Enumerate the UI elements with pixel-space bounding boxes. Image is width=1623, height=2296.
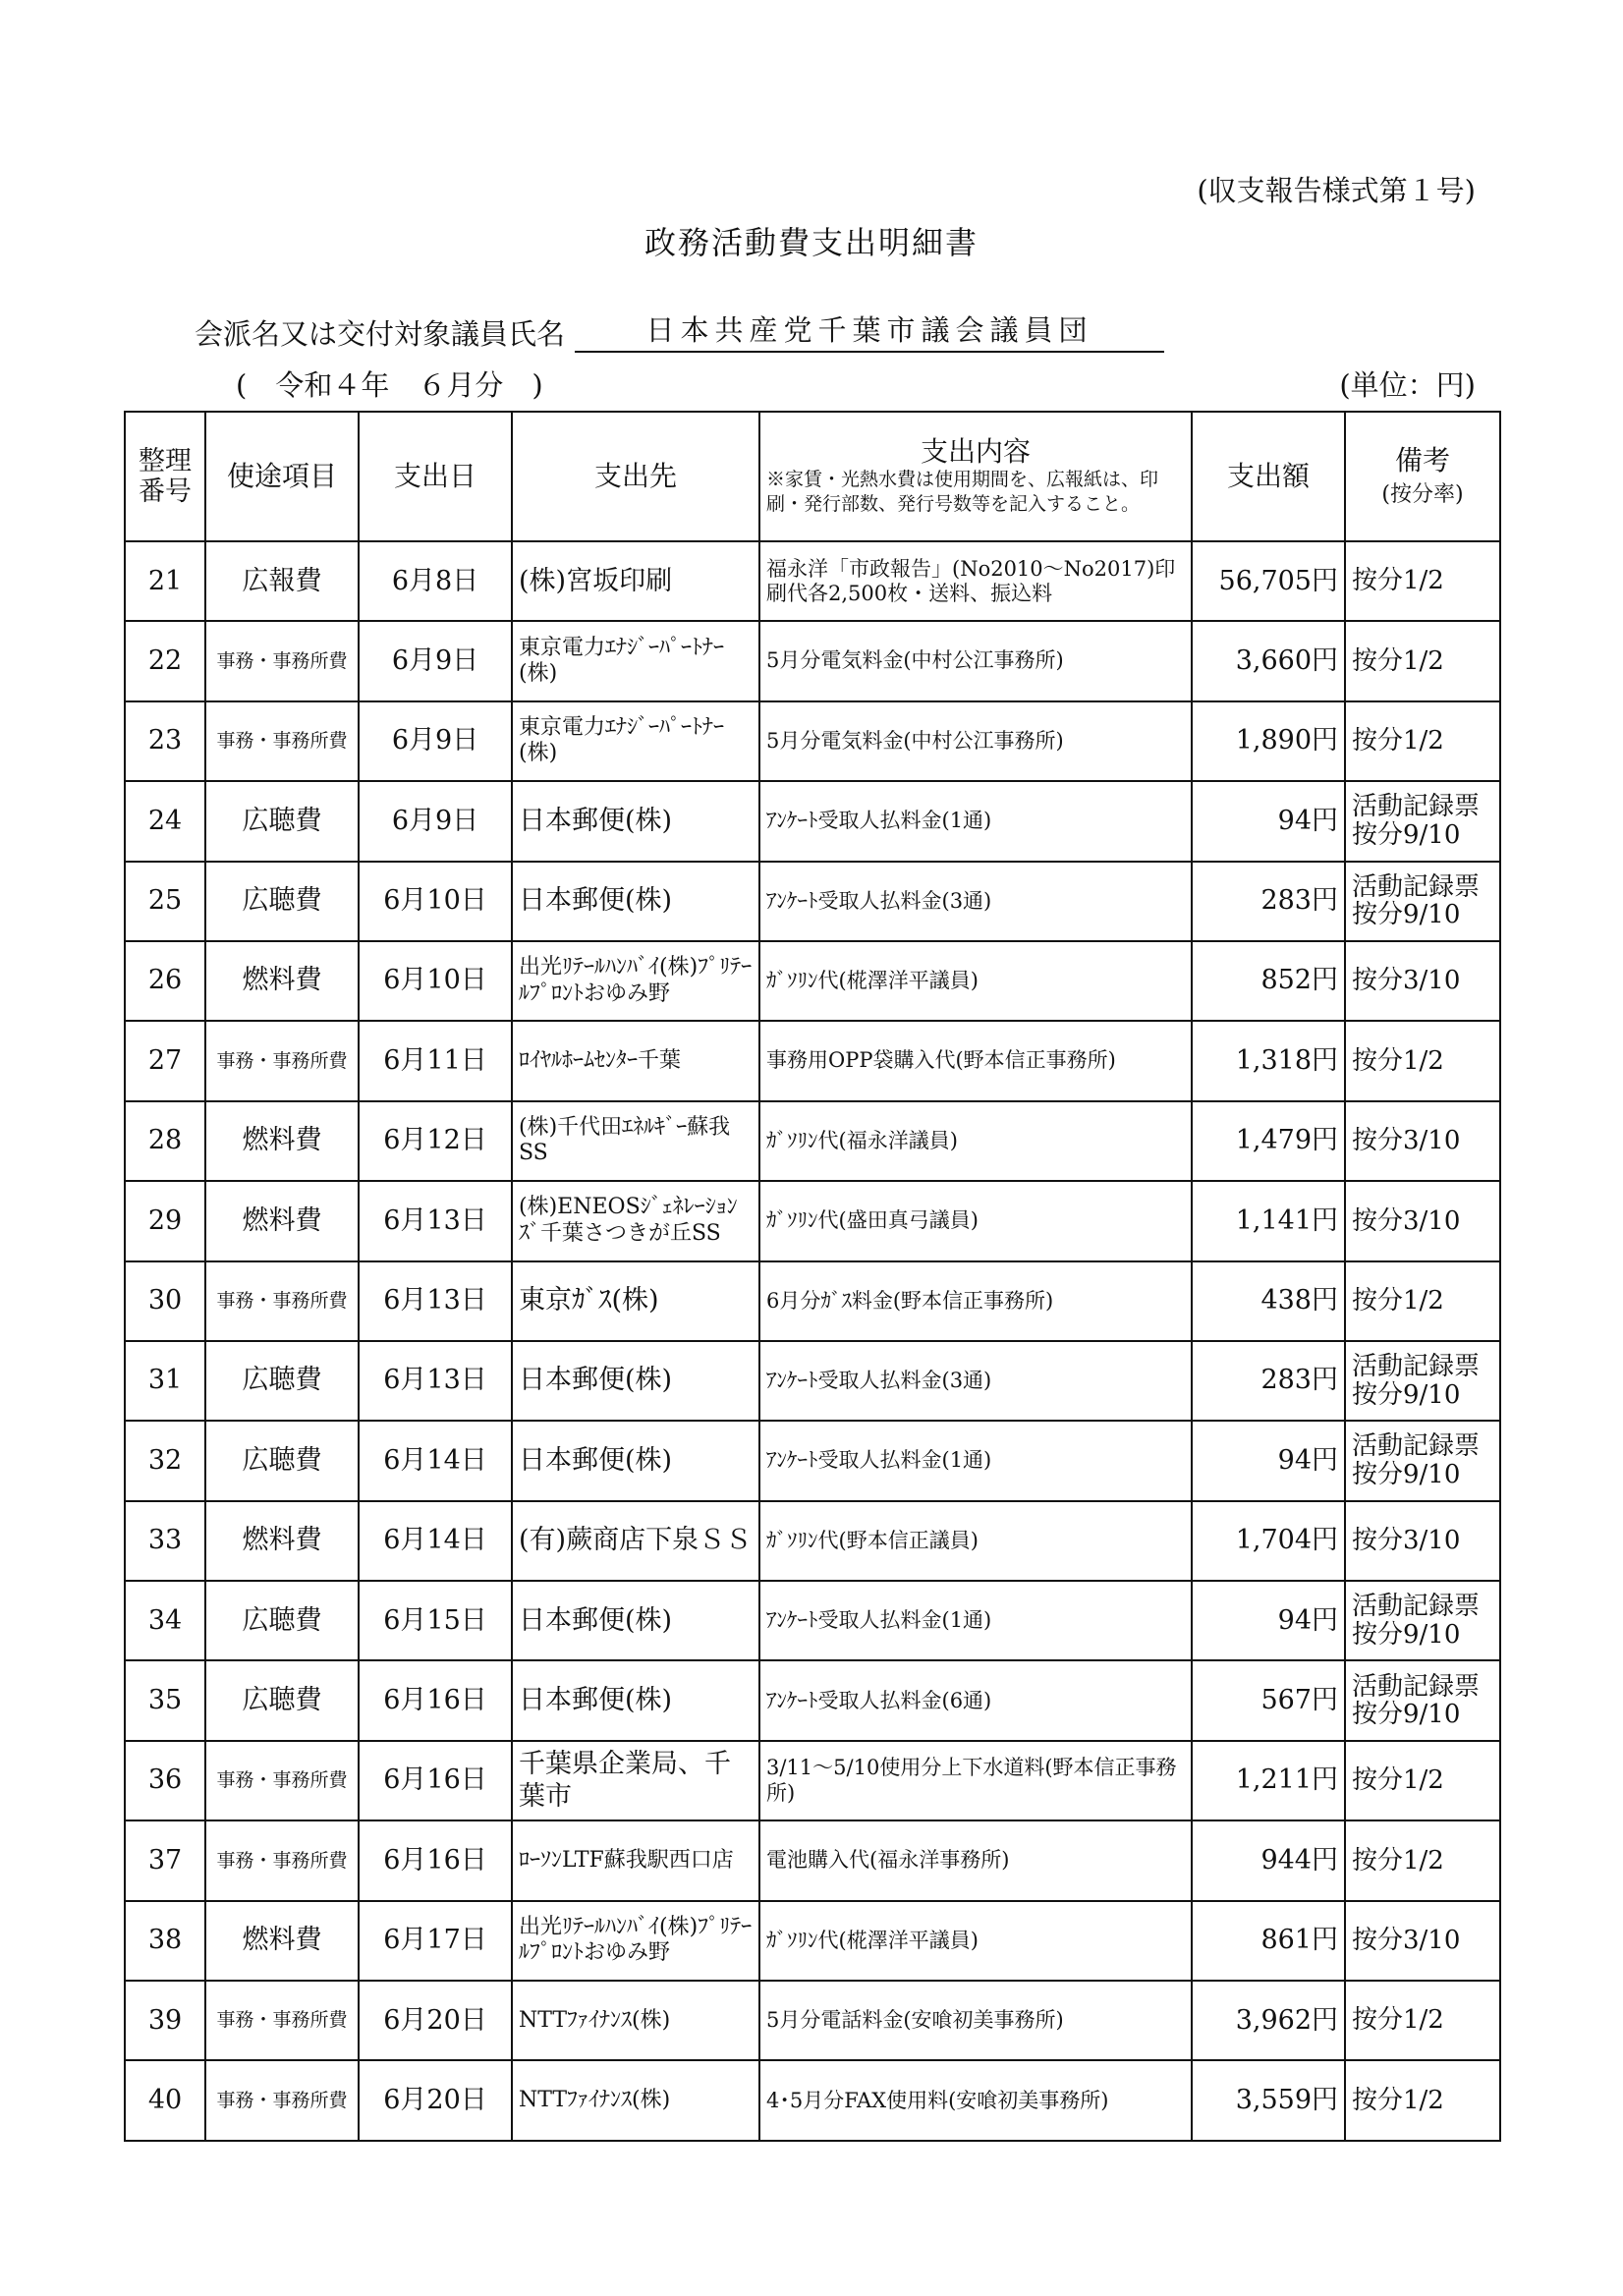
row-amount: 3,660円: [1192, 621, 1345, 700]
row-amount: 3,962円: [1192, 1981, 1345, 2060]
table-row: [125, 1981, 1500, 2060]
row-date: 6月16日: [359, 1660, 512, 1740]
row-amount: 94円: [1192, 1581, 1345, 1660]
table-row: [125, 701, 1500, 781]
row-date: 6月15日: [359, 1581, 512, 1660]
row-detail: ｱﾝｹｰﾄ受取人払料金(3通): [759, 1341, 1192, 1421]
row-note: 活動記録票按分9/10: [1345, 781, 1500, 861]
row-payee: (有)蕨商店下泉ＳＳ: [512, 1501, 759, 1581]
row-category: 事務・事務所費: [205, 701, 359, 781]
row-category: 広聴費: [205, 781, 359, 861]
table-row: [125, 621, 1500, 700]
member-name: 日本共産党千葉市議会議員団: [575, 308, 1164, 353]
row-note: 按分3/10: [1345, 941, 1500, 1021]
row-amount: 1,141円: [1192, 1181, 1345, 1260]
row-category: 広聴費: [205, 862, 359, 941]
row-date: 6月8日: [359, 541, 512, 621]
row-detail: 5月分電気料金(中村公江事務所): [759, 621, 1192, 700]
table-row: [125, 1421, 1500, 1500]
row-no: 31: [125, 1341, 205, 1421]
row-note: 按分1/2: [1345, 1820, 1500, 1900]
row-amount: 1,479円: [1192, 1101, 1345, 1181]
row-category: 事務・事務所費: [205, 1741, 359, 1820]
row-date: 6月13日: [359, 1341, 512, 1421]
row-amount: 94円: [1192, 1421, 1345, 1500]
row-category: 燃料費: [205, 1501, 359, 1581]
row-amount: 1,318円: [1192, 1021, 1345, 1100]
row-amount: 1,211円: [1192, 1741, 1345, 1820]
row-note: 按分1/2: [1345, 1981, 1500, 2060]
row-payee: ﾛｰｿﾝLTF蘇我駅西口店: [512, 1820, 759, 1900]
row-amount: 56,705円: [1192, 541, 1345, 621]
header-detail: [759, 412, 1192, 541]
row-date: 6月13日: [359, 1181, 512, 1260]
row-detail: ｶﾞｿﾘﾝ代(福永洋議員): [759, 1101, 1192, 1181]
row-note: 按分3/10: [1345, 1181, 1500, 1260]
row-amount: 944円: [1192, 1820, 1345, 1900]
row-category: 燃料費: [205, 1101, 359, 1181]
row-no: 33: [125, 1501, 205, 1581]
header-detail-label: 支出内容: [920, 435, 1031, 469]
table-row: [125, 1820, 1500, 1900]
row-no: 26: [125, 941, 205, 1021]
row-detail: 4･5月分FAX使用料(安喰初美事務所): [759, 2060, 1192, 2140]
row-amount: 567円: [1192, 1660, 1345, 1740]
row-amount: 94円: [1192, 781, 1345, 861]
header-detail-note: ※家賃・光熱水費は使用期間を、広報紙は、印刷・発行部数、発行号数等を記入すること。: [766, 469, 1159, 516]
row-payee: 日本郵便(株): [512, 862, 759, 941]
row-payee: NTTﾌｧｲﾅﾝｽ(株): [512, 1981, 759, 2060]
row-category: 広報費: [205, 541, 359, 621]
row-note: 按分1/2: [1345, 701, 1500, 781]
table-row: [125, 541, 1500, 621]
header-category: 使途項目: [205, 412, 359, 541]
row-category: 事務・事務所費: [205, 621, 359, 700]
member-label: 会派名又は交付対象議員氏名: [195, 317, 566, 351]
unit-label: (単位：円): [1339, 368, 1476, 402]
row-date: 6月16日: [359, 1820, 512, 1900]
row-detail: 5月分電話料金(安喰初美事務所): [759, 1981, 1192, 2060]
row-no: 27: [125, 1021, 205, 1100]
table-row: [125, 1660, 1500, 1740]
row-category: 事務・事務所費: [205, 1981, 359, 2060]
table-row: [125, 1101, 1500, 1181]
table-row: [125, 1261, 1500, 1341]
row-date: 6月16日: [359, 1741, 512, 1820]
row-note: 按分3/10: [1345, 1901, 1500, 1981]
table-row: [125, 1341, 1500, 1421]
table-row: [125, 781, 1500, 861]
row-payee: 日本郵便(株): [512, 1581, 759, 1660]
expense-table: [124, 411, 1501, 2142]
row-detail: 福永洋「市政報告」(No2010～No2017)印刷代各2,500枚・送料、振込料: [759, 541, 1192, 621]
row-detail: ｶﾞｿﾘﾝ代(盛田真弓議員): [759, 1181, 1192, 1260]
row-date: 6月20日: [359, 2060, 512, 2140]
row-note: 活動記録票按分9/10: [1345, 1341, 1500, 1421]
row-payee: 日本郵便(株): [512, 1341, 759, 1421]
row-category: 燃料費: [205, 941, 359, 1021]
row-payee: 出光ﾘﾃｰﾙﾊﾝﾊﾞｲ(株)ﾌﾟﾘﾃｰﾙﾌﾟﾛﾝﾄおゆみ野: [512, 941, 759, 1021]
row-no: 23: [125, 701, 205, 781]
row-category: 事務・事務所費: [205, 1021, 359, 1100]
row-date: 6月12日: [359, 1101, 512, 1181]
row-detail: ｱﾝｹｰﾄ受取人払料金(1通): [759, 1581, 1192, 1660]
row-date: 6月20日: [359, 1981, 512, 2060]
table-row: [125, 1181, 1500, 1260]
row-detail: ｱﾝｹｰﾄ受取人払料金(3通): [759, 862, 1192, 941]
row-no: 21: [125, 541, 205, 621]
row-note: 按分1/2: [1345, 1741, 1500, 1820]
row-no: 39: [125, 1981, 205, 2060]
row-no: 35: [125, 1660, 205, 1740]
row-note: 按分3/10: [1345, 1501, 1500, 1581]
row-note: 活動記録票按分9/10: [1345, 1581, 1500, 1660]
row-no: 25: [125, 862, 205, 941]
row-date: 6月17日: [359, 1901, 512, 1981]
row-payee: (株)ENEOSｼﾞｪﾈﾚｰｼｮﾝｽﾞ千葉さつきが丘SS: [512, 1181, 759, 1260]
header-note: [1345, 412, 1500, 541]
row-category: 燃料費: [205, 1181, 359, 1260]
row-payee: (株)宮坂印刷: [512, 541, 759, 621]
row-category: 燃料費: [205, 1901, 359, 1981]
row-no: 28: [125, 1101, 205, 1181]
table-row: [125, 1021, 1500, 1100]
table-row: [125, 941, 1500, 1021]
row-detail: ｶﾞｿﾘﾝ代(野本信正議員): [759, 1501, 1192, 1581]
row-detail: 5月分電気料金(中村公江事務所): [759, 701, 1192, 781]
row-category: 事務・事務所費: [205, 2060, 359, 2140]
row-detail: ｶﾞｿﾘﾝ代(椛澤洋平議員): [759, 941, 1192, 1021]
row-note: 活動記録票按分9/10: [1345, 1421, 1500, 1500]
header-no: 整理番号: [125, 412, 205, 541]
row-note: 按分1/2: [1345, 621, 1500, 700]
row-no: 40: [125, 2060, 205, 2140]
row-payee: 千葉県企業局、千葉市: [512, 1741, 759, 1820]
table-row: [125, 1741, 1500, 1820]
row-date: 6月9日: [359, 621, 512, 700]
row-note: 按分1/2: [1345, 1021, 1500, 1100]
page-title: 政務活動費支出明細書: [644, 224, 979, 261]
period: ( 令和４年 ６月分 ): [236, 368, 543, 402]
row-payee: 東京電力ｴﾅｼﾞｰﾊﾟｰﾄﾅｰ(株): [512, 621, 759, 700]
row-date: 6月14日: [359, 1421, 512, 1500]
row-category: 事務・事務所費: [205, 1261, 359, 1341]
row-detail: 事務用OPP袋購入代(野本信正事務所): [759, 1021, 1192, 1100]
row-no: 32: [125, 1421, 205, 1500]
row-note: 活動記録票按分9/10: [1345, 862, 1500, 941]
row-date: 6月10日: [359, 862, 512, 941]
row-note: 按分1/2: [1345, 541, 1500, 621]
header-note-sub: (按分率): [1381, 482, 1464, 507]
row-detail: 電池購入代(福永洋事務所): [759, 1820, 1192, 1900]
form-number: (収支報告様式第１号): [1197, 174, 1476, 207]
row-amount: 438円: [1192, 1261, 1345, 1341]
row-payee: 日本郵便(株): [512, 1421, 759, 1500]
row-no: 22: [125, 621, 205, 700]
table-header-row: [125, 412, 1500, 541]
row-amount: 283円: [1192, 1341, 1345, 1421]
table-row: [125, 2060, 1500, 2140]
row-no: 38: [125, 1901, 205, 1981]
row-note: 按分3/10: [1345, 1101, 1500, 1181]
row-date: 6月14日: [359, 1501, 512, 1581]
row-payee: NTTﾌｧｲﾅﾝｽ(株): [512, 2060, 759, 2140]
table-row: [125, 862, 1500, 941]
row-amount: 1,704円: [1192, 1501, 1345, 1581]
row-category: 事務・事務所費: [205, 1820, 359, 1900]
row-category: 広聴費: [205, 1421, 359, 1500]
header-payee: 支出先: [512, 412, 759, 541]
row-no: 30: [125, 1261, 205, 1341]
table-row: [125, 1501, 1500, 1581]
header-date: 支出日: [359, 412, 512, 541]
row-detail: ｱﾝｹｰﾄ受取人払料金(1通): [759, 781, 1192, 861]
row-note: 按分1/2: [1345, 2060, 1500, 2140]
row-note: 按分1/2: [1345, 1261, 1500, 1341]
row-amount: 1,890円: [1192, 701, 1345, 781]
row-note: 活動記録票按分9/10: [1345, 1660, 1500, 1740]
member-line: [195, 308, 1164, 353]
row-no: 29: [125, 1181, 205, 1260]
row-payee: 東京電力ｴﾅｼﾞｰﾊﾟｰﾄﾅｰ(株): [512, 701, 759, 781]
header-note-label: 備考: [1394, 443, 1450, 476]
row-date: 6月9日: [359, 781, 512, 861]
row-payee: ﾛｲﾔﾙﾎｰﾑｾﾝﾀｰ千葉: [512, 1021, 759, 1100]
row-no: 37: [125, 1820, 205, 1900]
row-date: 6月11日: [359, 1021, 512, 1100]
header-amount: 支出額: [1192, 412, 1345, 541]
row-category: 広聴費: [205, 1341, 359, 1421]
row-category: 広聴費: [205, 1660, 359, 1740]
row-detail: ｱﾝｹｰﾄ受取人払料金(6通): [759, 1660, 1192, 1740]
row-detail: ｱﾝｹｰﾄ受取人払料金(1通): [759, 1421, 1192, 1500]
row-payee: (株)千代田ｴﾈﾙｷﾞｰ蘇我SS: [512, 1101, 759, 1181]
row-amount: 3,559円: [1192, 2060, 1345, 2140]
row-payee: 出光ﾘﾃｰﾙﾊﾝﾊﾞｲ(株)ﾌﾟﾘﾃｰﾙﾌﾟﾛﾝﾄおゆみ野: [512, 1901, 759, 1981]
row-no: 36: [125, 1741, 205, 1820]
row-category: 広聴費: [205, 1581, 359, 1660]
row-date: 6月13日: [359, 1261, 512, 1341]
row-date: 6月10日: [359, 941, 512, 1021]
row-payee: 日本郵便(株): [512, 781, 759, 861]
row-detail: ｶﾞｿﾘﾝ代(椛澤洋平議員): [759, 1901, 1192, 1981]
row-detail: 3/11～5/10使用分上下水道料(野本信正事務所): [759, 1741, 1192, 1820]
row-payee: 日本郵便(株): [512, 1660, 759, 1740]
table-row: [125, 1901, 1500, 1981]
row-amount: 861円: [1192, 1901, 1345, 1981]
row-detail: 6月分ｶﾞｽ料金(野本信正事務所): [759, 1261, 1192, 1341]
table-row: [125, 1581, 1500, 1660]
row-date: 6月9日: [359, 701, 512, 781]
row-no: 24: [125, 781, 205, 861]
row-no: 34: [125, 1581, 205, 1660]
row-amount: 283円: [1192, 862, 1345, 941]
row-payee: 東京ｶﾞｽ(株): [512, 1261, 759, 1341]
row-amount: 852円: [1192, 941, 1345, 1021]
